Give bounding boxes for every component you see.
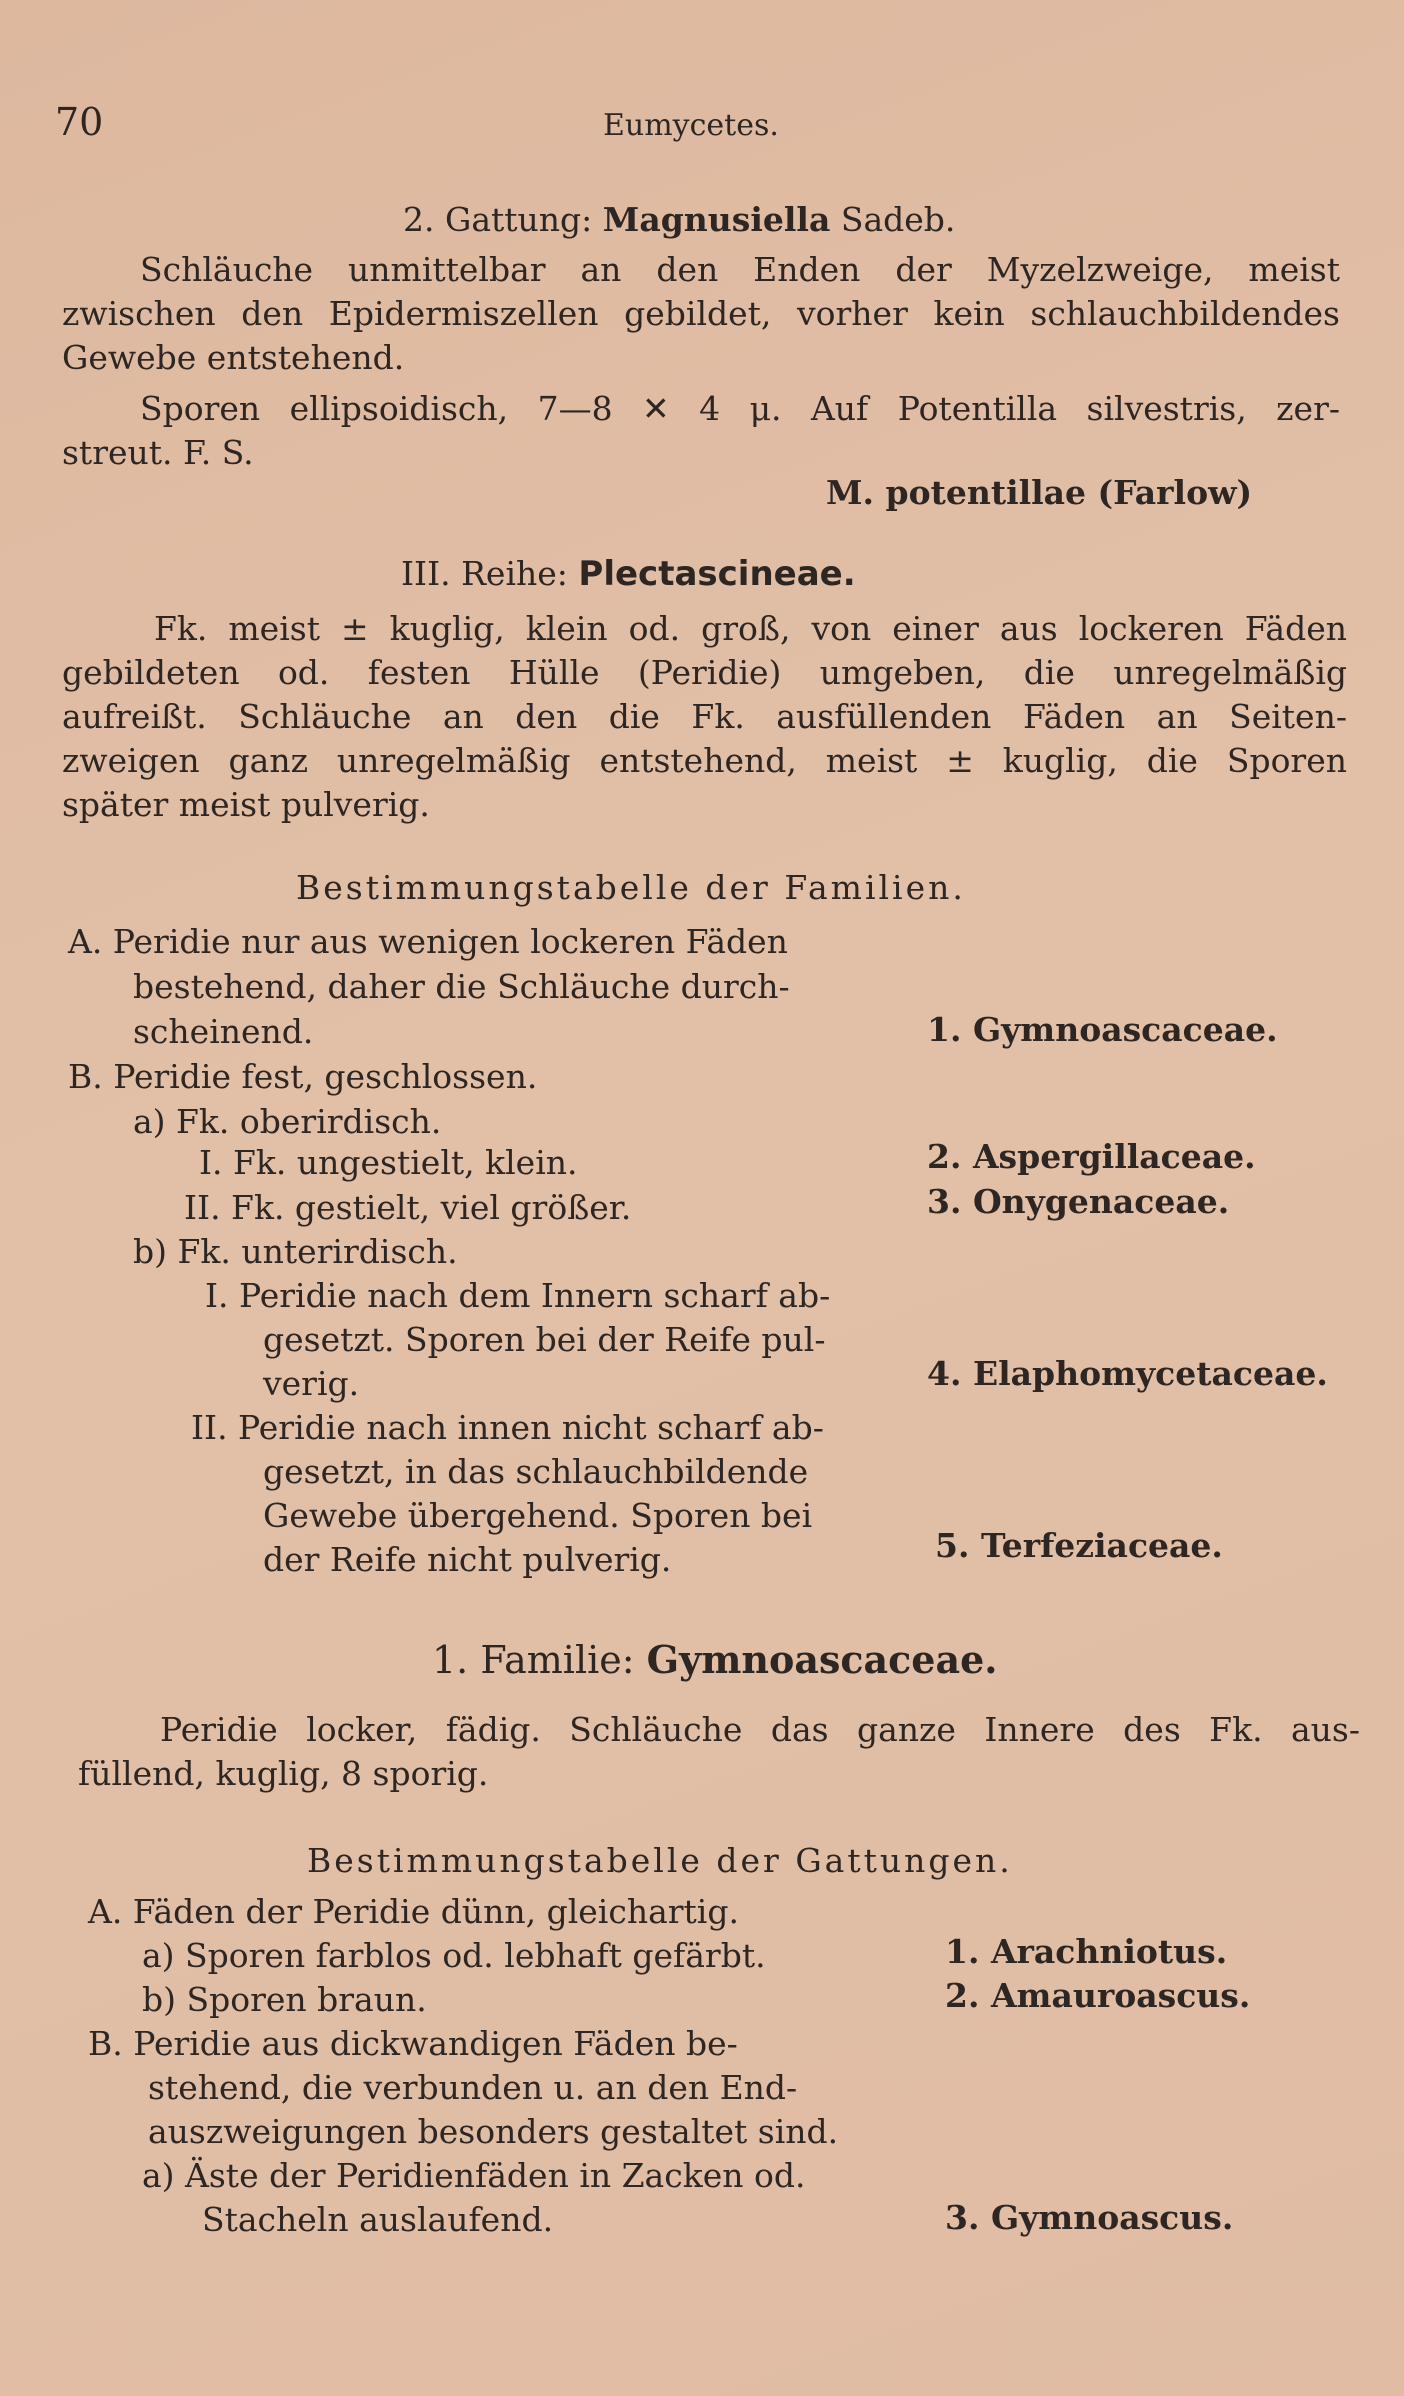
key-row: B. Peridie fest, geschlossen.	[68, 1057, 538, 1096]
order-heading	[401, 552, 856, 596]
text-line: zweigen ganz unregelmäßig entstehend, meist ± kuglig, die Sporen	[62, 741, 1347, 780]
running-head: Eumycetes.	[603, 108, 779, 143]
key-row: II. Fk. gestielt, viel größer.	[184, 1188, 632, 1227]
text-line: Gewebe entstehend.	[62, 338, 405, 377]
key-row: der Reife nicht pulverig.	[263, 1540, 672, 1579]
key-result: 2. Aspergillaceae.	[927, 1137, 1256, 1176]
key-result: 1. Gymnoascaceae.	[927, 1010, 1278, 1049]
key-row: gesetzt, in das schlauchbildende	[263, 1452, 809, 1491]
key-result: 3. Onygenaceae.	[927, 1182, 1230, 1221]
genus-author: Sadeb.	[840, 200, 956, 239]
key-row: b) Fk. unterirdisch.	[133, 1232, 458, 1271]
key-result: 2. Amauroascus.	[945, 1976, 1251, 2015]
genus-prefix: 2. Gattung:	[403, 200, 593, 239]
key-row: b) Sporen braun.	[142, 1980, 427, 2019]
key-row: stehend, die verbunden u. an den End-	[148, 2068, 798, 2107]
key-row: Stacheln auslaufend.	[202, 2200, 554, 2239]
text-line: streut. F. S.	[62, 433, 254, 472]
key-row: scheinend.	[133, 1012, 314, 1051]
key-row: I. Fk. ungestielt, klein.	[199, 1143, 578, 1182]
key-result: 5. Terfeziaceae.	[935, 1526, 1223, 1565]
text-line: zwischen den Epidermiszellen gebildet, vorher kein schlauchbildendes	[62, 294, 1340, 333]
key-row: bestehend, daher die Schläuche durch-	[133, 967, 790, 1006]
genus-heading	[403, 198, 955, 242]
text-line: Schläuche unmittelbar an den Enden der Myzelzweige, meist	[140, 250, 1340, 289]
key-result: 1. Arachniotus.	[945, 1932, 1228, 1971]
key-row: B. Peridie aus dickwandigen Fäden be-	[88, 2024, 738, 2063]
key-row: a) Fk. oberirdisch.	[133, 1102, 442, 1141]
text-line: Fk. meist ± kuglig, klein od. groß, von einer aus lockeren Fäden	[154, 609, 1347, 648]
family-heading	[432, 1638, 998, 1682]
key-row: gesetzt. Sporen bei der Reife pul-	[263, 1320, 826, 1359]
text-line: gebildeten od. festen Hülle (Peridie) umgeben, die unregelmäßig	[62, 653, 1347, 692]
key-heading: Bestimmungstabelle der Gattungen.	[307, 1841, 1013, 1880]
text-line: füllend, kuglig, 8 sporig.	[78, 1754, 489, 1793]
key-row: II. Peridie nach innen nicht scharf ab-	[191, 1408, 824, 1447]
key-row: a) Sporen farblos od. lebhaft gefärbt.	[142, 1936, 766, 1975]
key-row: auszweigungen besonders gestaltet sind.	[148, 2112, 839, 2151]
key-heading: Bestimmungstabelle der Familien.	[296, 868, 966, 907]
key-result: 3. Gymnoascus.	[945, 2198, 1234, 2237]
key-row: A. Peridie nur aus wenigen lockeren Fäden	[68, 922, 788, 961]
page-number: 70	[55, 100, 104, 144]
key-row: Gewebe übergehend. Sporen bei	[263, 1496, 813, 1535]
text-line: später meist pulverig.	[62, 785, 430, 824]
text-line: Peridie locker, fädig. Schläuche das ganze Innere des Fk. aus-	[160, 1710, 1360, 1749]
key-row: verig.	[263, 1364, 360, 1403]
key-row: a) Äste der Peridienfäden in Zacken od.	[142, 2156, 806, 2195]
key-result: 4. Elaphomycetaceae.	[927, 1354, 1328, 1393]
family-prefix: 1. Familie:	[432, 1638, 635, 1682]
family-name: Gymnoascaceae.	[646, 1637, 998, 1682]
order-name: Plectascineae.	[578, 554, 856, 594]
text-line: Sporen ellipsoidisch, 7—8 ✕ 4 μ. Auf Potentilla silvestris, zer-	[140, 389, 1340, 428]
order-prefix: III. Reihe:	[401, 554, 568, 593]
key-row: A. Fäden der Peridie dünn, gleichartig.	[88, 1892, 739, 1931]
species-name: M. potentillae (Farlow)	[826, 473, 1253, 512]
text-line: aufreißt. Schläuche an den die Fk. ausfüllenden Fäden an Seiten-	[62, 697, 1347, 736]
genus-name: Magnusiella	[602, 200, 831, 239]
key-row: I. Peridie nach dem Innern scharf ab-	[205, 1276, 831, 1315]
